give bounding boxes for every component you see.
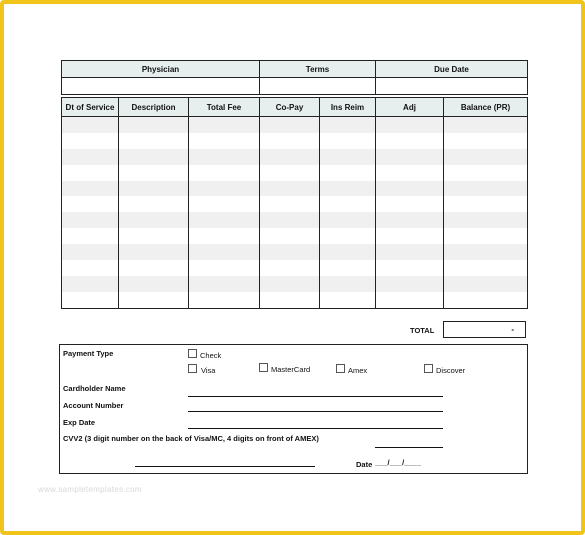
service-cell[interactable] <box>376 228 444 244</box>
service-row <box>62 196 528 212</box>
service-cell[interactable] <box>376 276 444 292</box>
service-cell[interactable] <box>62 260 119 276</box>
physician-field[interactable] <box>62 78 260 95</box>
visa-option-label: Visa <box>201 366 216 375</box>
service-cell[interactable] <box>376 244 444 260</box>
service-cell[interactable] <box>320 292 376 308</box>
service-cell[interactable] <box>376 196 444 212</box>
service-cell[interactable] <box>260 149 320 165</box>
service-cell[interactable] <box>320 212 376 228</box>
exp-date-line[interactable] <box>188 428 443 429</box>
service-cell[interactable] <box>189 228 260 244</box>
account-number-label: Account Number <box>63 401 124 410</box>
service-cell[interactable] <box>376 292 444 308</box>
cvv2-line[interactable] <box>375 447 443 448</box>
service-cell[interactable] <box>119 165 189 181</box>
date-value[interactable]: ___/___/____ <box>375 458 421 467</box>
service-cell[interactable] <box>320 276 376 292</box>
due-date-field[interactable] <box>376 78 528 95</box>
service-cell[interactable] <box>62 212 119 228</box>
service-row <box>62 228 528 244</box>
service-row <box>62 276 528 292</box>
service-cell[interactable] <box>62 165 119 181</box>
service-cell[interactable] <box>376 117 444 133</box>
service-cell[interactable] <box>189 117 260 133</box>
service-cell[interactable] <box>189 244 260 260</box>
terms-field[interactable] <box>260 78 376 95</box>
service-cell[interactable] <box>119 292 189 308</box>
service-cell[interactable] <box>189 181 260 197</box>
service-cell[interactable] <box>320 133 376 149</box>
service-row <box>62 133 528 149</box>
service-cell[interactable] <box>119 149 189 165</box>
service-cell[interactable] <box>444 165 528 181</box>
service-cell[interactable] <box>260 276 320 292</box>
service-row <box>62 212 528 228</box>
service-cell[interactable] <box>444 212 528 228</box>
service-row <box>62 292 528 308</box>
service-row <box>62 117 528 133</box>
payment-box <box>59 344 528 474</box>
service-cell[interactable] <box>189 149 260 165</box>
service-cell[interactable] <box>376 260 444 276</box>
service-cell[interactable] <box>444 149 528 165</box>
service-cell[interactable] <box>444 228 528 244</box>
due-date-header: Due Date <box>376 61 528 78</box>
service-cell[interactable] <box>320 196 376 212</box>
service-cell[interactable] <box>260 228 320 244</box>
service-cell[interactable] <box>189 165 260 181</box>
service-cell[interactable] <box>376 149 444 165</box>
service-cell[interactable] <box>260 181 320 197</box>
service-cell[interactable] <box>320 228 376 244</box>
col-co-pay: Co-Pay <box>260 98 320 117</box>
service-cell[interactable] <box>62 292 119 308</box>
service-cell[interactable] <box>444 196 528 212</box>
total-value: - <box>511 325 514 334</box>
mastercard-checkbox[interactable] <box>259 363 268 372</box>
service-cell[interactable] <box>189 212 260 228</box>
col-description: Description <box>119 98 189 117</box>
signature-line[interactable] <box>135 466 315 467</box>
service-row <box>62 165 528 181</box>
mastercard-option-label: MasterCard <box>271 365 311 374</box>
service-cell[interactable] <box>376 133 444 149</box>
payment-type-label: Payment Type <box>63 349 114 358</box>
account-number-line[interactable] <box>188 411 443 412</box>
service-cell[interactable] <box>260 292 320 308</box>
col-total-fee: Total Fee <box>189 98 260 117</box>
service-cell[interactable] <box>62 228 119 244</box>
service-cell[interactable] <box>444 276 528 292</box>
service-cell[interactable] <box>119 212 189 228</box>
discover-checkbox[interactable] <box>424 364 433 373</box>
col-adj: Adj <box>376 98 444 117</box>
col-dt-of-service: Dt of Service <box>62 98 119 117</box>
service-cell[interactable] <box>260 117 320 133</box>
service-cell[interactable] <box>189 292 260 308</box>
service-cell[interactable] <box>189 260 260 276</box>
service-cell[interactable] <box>444 260 528 276</box>
service-cell[interactable] <box>119 196 189 212</box>
service-cell[interactable] <box>260 212 320 228</box>
total-label: TOTAL <box>410 326 435 335</box>
terms-header: Terms <box>260 61 376 78</box>
service-cell[interactable] <box>260 244 320 260</box>
service-cell[interactable] <box>260 133 320 149</box>
service-cell[interactable] <box>119 181 189 197</box>
cardholder-name-label: Cardholder Name <box>63 384 126 393</box>
service-row <box>62 244 528 260</box>
service-cell[interactable] <box>119 276 189 292</box>
service-cell[interactable] <box>376 165 444 181</box>
service-rows <box>62 117 528 309</box>
service-cell[interactable] <box>444 181 528 197</box>
service-cell[interactable] <box>119 117 189 133</box>
cvv2-label: CVV2 (3 digit number on the back of Visa/MC, 4 digits on front of AMEX) <box>63 434 319 443</box>
invoice-header-table <box>61 60 528 95</box>
exp-date-label: Exp Date <box>63 418 96 427</box>
service-cell[interactable] <box>62 276 119 292</box>
service-cell[interactable] <box>320 165 376 181</box>
service-cell[interactable] <box>376 212 444 228</box>
service-cell[interactable] <box>376 181 444 197</box>
service-cell[interactable] <box>119 260 189 276</box>
service-cell[interactable] <box>62 117 119 133</box>
service-table <box>61 97 528 309</box>
amex-option-label: Amex <box>348 366 368 375</box>
service-cell[interactable] <box>62 149 119 165</box>
total-value-box[interactable] <box>443 321 526 338</box>
visa-checkbox[interactable] <box>188 364 197 373</box>
service-cell[interactable] <box>260 165 320 181</box>
col-balance: Balance (PR) <box>444 98 528 117</box>
service-cell[interactable] <box>320 117 376 133</box>
check-checkbox[interactable] <box>188 349 197 358</box>
service-row <box>62 181 528 197</box>
service-cell[interactable] <box>189 196 260 212</box>
service-cell[interactable] <box>62 196 119 212</box>
service-cell[interactable] <box>444 133 528 149</box>
service-cell[interactable] <box>260 196 320 212</box>
service-cell[interactable] <box>444 117 528 133</box>
cardholder-name-line[interactable] <box>188 396 443 397</box>
service-row <box>62 260 528 276</box>
service-cell[interactable] <box>260 260 320 276</box>
service-cell[interactable] <box>189 276 260 292</box>
service-row <box>62 149 528 165</box>
check-option-label: Check <box>200 351 222 360</box>
service-cell[interactable] <box>62 133 119 149</box>
service-cell[interactable] <box>444 244 528 260</box>
service-cell[interactable] <box>119 133 189 149</box>
col-ins-reim: Ins Reim <box>320 98 376 117</box>
service-cell[interactable] <box>320 244 376 260</box>
service-cell[interactable] <box>189 133 260 149</box>
service-cell[interactable] <box>320 260 376 276</box>
service-cell[interactable] <box>444 292 528 308</box>
discover-option-label: Discover <box>436 366 466 375</box>
watermark-text: www.sampletemplates.com <box>38 485 142 494</box>
date-label: Date <box>356 460 373 469</box>
service-cell[interactable] <box>62 244 119 260</box>
service-cell[interactable] <box>119 244 189 260</box>
service-cell[interactable] <box>320 149 376 165</box>
physician-header: Physician <box>62 61 260 78</box>
amex-checkbox[interactable] <box>336 364 345 373</box>
service-cell[interactable] <box>119 228 189 244</box>
service-cell[interactable] <box>62 181 119 197</box>
service-cell[interactable] <box>320 181 376 197</box>
